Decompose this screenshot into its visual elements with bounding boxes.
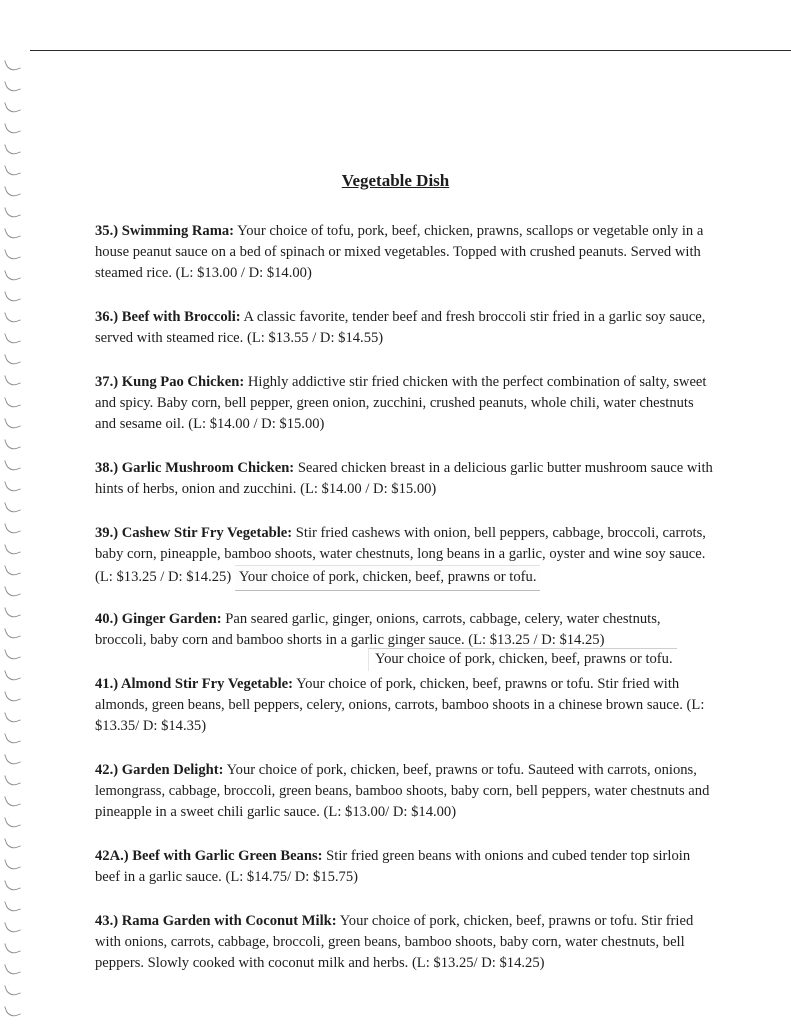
binder-hole [4,477,21,494]
binder-hole [4,414,21,431]
binder-hole [4,834,21,851]
binder-hole [4,245,21,262]
menu-item-41 [95,674,715,737]
binder-hole [4,266,21,283]
binder-hole [4,582,21,599]
binder-hole [4,918,21,935]
binder-hole [4,56,21,73]
item-description: Highly addictive stir fried chicken with the perfect combination of salty, sweet and spicy. Baby corn, bell pepper, green onion, zucchini, crushed peanuts, whole chili, water chestnuts and sesame oil. (L: $14.00 / D: $15.00) [95,374,707,432]
binder-hole [4,119,21,136]
item-description: A classic favorite, tender beef and fresh broccoli stir fried in a garlic soy sauce, served with steamed rice. (L: $13.55 / D: $14.55) [95,309,706,346]
item-name: 38.) Garlic Mushroom Chicken: [95,460,295,476]
binder-hole [4,498,21,515]
binder-hole [4,561,21,578]
binder-hole [4,939,21,956]
item-name: 35.) Swimming Rama: [95,223,235,239]
binder-hole [4,393,21,410]
item-description: Pan seared garlic, ginger, onions, carrots, cabbage, celery, water chestnuts, broccoli, baby corn and bamboo shorts in a garlic ginger sauce. (L: $13.25 / D: $14.25) [95,611,661,648]
binder-hole [4,540,21,557]
item-name: 43.) Rama Garden with Coconut Milk: [95,913,337,929]
binder-hole [4,897,21,914]
binder-hole [4,203,21,220]
item-description: Your choice of pork, chicken, beef, prawns or tofu. Stir fried with almonds, green beans, bell peppers, celery, onions, carrots, bamboo shoots in a chinese brown sauce. (L: $13.35/ D: $14.35) [95,676,705,734]
section-title: Vegetable Dish [341,171,450,190]
menu-item-42a [95,846,715,888]
page-top-edge [30,50,791,51]
menu-item-36 [95,307,715,349]
menu-item-40 [95,609,715,651]
binder-hole [4,1003,21,1020]
binder-hole [4,372,21,389]
item-description: Stir fried cashews with onion, bell peppers, cabbage, broccoli, carrots, baby corn, pineapple, bamboo shoots, water chestnuts, long beans in a garlic, oyster and wine soy sauce. (L: $13.25 / D: $14.25) [95,525,706,585]
item-name: 42A.) Beef with Garlic Green Beans: [95,848,323,864]
binder-hole [4,330,21,347]
menu-item-35 [95,221,715,284]
binder-hole [4,792,21,809]
item-name: 41.) Almond Stir Fry Vegetable: [95,676,293,692]
item-note-patch: Your choice of pork, chicken, beef, prawns or tofu. [368,648,677,671]
binder-hole [4,603,21,620]
binder-hole [4,708,21,725]
item-name: 37.) Kung Pao Chicken: [95,374,245,390]
item-name: 36.) Beef with Broccoli: [95,309,241,325]
binder-hole [4,813,21,830]
item-description: Your choice of pork, chicken, beef, prawns or tofu. Sauteed with carrots, onions, lemongrass, cabbage, broccoli, green beans, bamboo shoots, baby corn, bell peppers, water chestnuts and pineapple in a sweet chili garlic sauce. (L: $13.00/ D: $14.00) [95,762,710,820]
binder-hole [4,876,21,893]
menu-item-43 [95,911,715,974]
binder-hole [4,98,21,115]
binder-hole [4,645,21,662]
binder-holes [6,58,36,1018]
item-description: Stir fried green beans with onions and cubed tender top sirloin beef in a garlic sauce. (L: $14.75/ D: $15.75) [95,848,691,885]
binder-hole [4,666,21,683]
menu-item-39 [95,523,715,591]
item-description: Your choice of tofu, pork, beef, chicken, prawns, scallops or vegetable only in a house peanut sauce on a bed of spinach or mixed vegetables. Topped with crushed peanuts. Served with steamed rice. (L: $13.00 / D: $14.00) [95,223,704,281]
binder-hole [4,729,21,746]
item-description: Seared chicken breast in a delicious garlic butter mushroom sauce with hints of herbs, onion and zucchini. (L: $14.00 / D: $15.00) [95,460,713,497]
binder-hole [4,456,21,473]
binder-hole [4,771,21,788]
binder-hole [4,961,21,978]
item-name: 39.) Cashew Stir Fry Vegetable: [95,525,293,541]
menu-item-38 [95,458,715,500]
binder-hole [4,77,21,94]
item-note-insert: Your choice of pork, chicken, beef, prawns or tofu. [235,565,541,591]
item-description: Your choice of pork, chicken, beef, prawns or tofu. Stir fried with onions, carrots, cabbage, broccoli, green beans, bamboo shoots, baby corn, water chestnuts, bell peppers. Slowly cooked with coconut milk and herbs. (L: $13.25/ D: $14.25) [95,913,694,971]
item-name: 40.) Ginger Garden: [95,611,222,627]
binder-hole [4,624,21,641]
binder-hole [4,519,21,536]
binder-hole [4,351,21,368]
binder-hole [4,140,21,157]
menu-item-37 [95,372,715,435]
binder-hole [4,750,21,767]
binder-hole [4,288,21,305]
binder-hole [4,309,21,326]
item-name: 42.) Garden Delight: [95,762,224,778]
menu-item-42 [95,760,715,823]
binder-hole [4,435,21,452]
binder-hole [4,687,21,704]
binder-hole [4,982,21,999]
binder-hole [4,224,21,241]
binder-hole [4,855,21,872]
